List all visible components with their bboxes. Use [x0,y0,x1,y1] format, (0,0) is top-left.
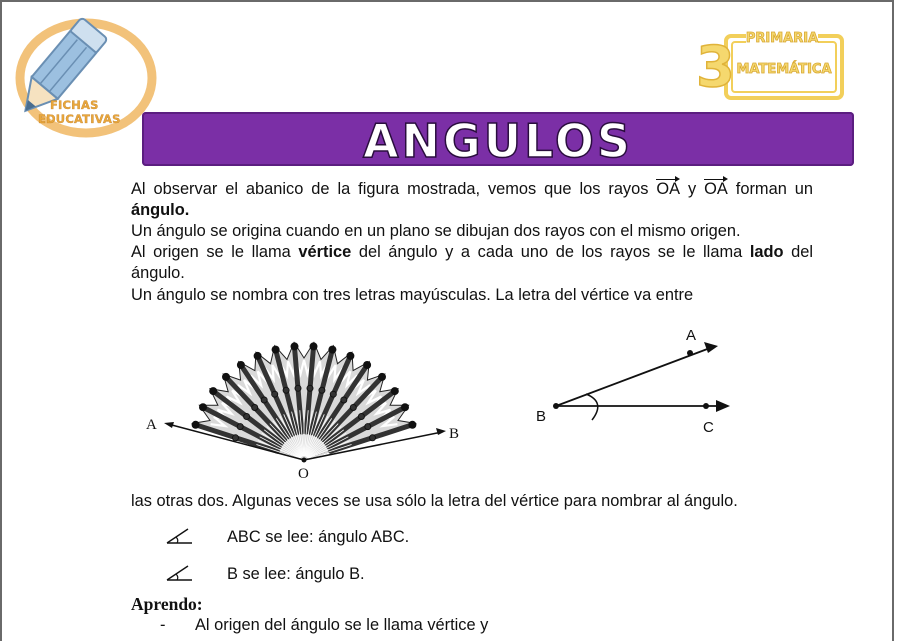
continuation-paragraph: las otras dos. Algunas veces se usa sólo la letra del vértice para nombrar al ángulo. [131,492,738,510]
ray-oa-notation: OA [656,180,681,198]
side-term: lado [749,243,784,261]
primaria-matematica-badge [694,22,854,104]
learn-heading: Aprendo: [131,594,203,614]
learn-bullet-text: Al origen del ángulo se le llama vértice y [195,616,489,634]
intro-text: Al observar el abanico de la figura mostrada, vemos que los rayos [131,180,657,198]
logo-line-fichas: FICHAS [50,98,99,112]
learn-bullet-1 [160,616,488,635]
intro-paragraph-4: Un ángulo se nombra con tres letras mayúsculas. La letra del vértice va entre [131,286,694,304]
grade-number: 3 [696,35,735,100]
angle-icon [164,563,194,585]
angle-label-a: A [686,327,697,344]
vertex-sentence-mid: del ángulo y a cada uno de los rayos se le llama [351,243,750,261]
title-banner [142,112,854,166]
fan-label-b: B [449,426,460,442]
example-text-abc: ABC se lee: ángulo ABC. [227,528,410,546]
angle-icon [164,526,194,548]
angle-label-b: B [536,408,547,425]
example-text-b: B se lee: ángulo B. [227,565,365,583]
bullet-dash: - [160,616,166,634]
angle-term: ángulo. [131,200,190,219]
intro-paragraph-2: Un ángulo se origina cuando en un plano se dibujan dos rayos con el mismo origen. [131,222,741,240]
page-title: ANGULOS [362,114,634,168]
logo-line-educativas: EDUCATIVAS [38,112,121,126]
conjunction-text: y [680,180,705,198]
ray-oa-notation-2: OA [704,180,728,198]
fan-figure [140,318,470,486]
primaria-label: PRIMARIA [745,31,819,46]
angle-label-c: C [703,419,714,436]
angle-abc-figure [528,322,738,442]
intro-text-2: forman un [727,180,813,198]
intro-paragraph-1 [131,179,813,220]
vertex-sentence-end: del ángulo. [131,243,813,282]
vertex-term: vértice [298,243,352,261]
vertex-sentence-start: Al origen se le llama [131,243,299,261]
matematica-label: MATEMÁTICA [736,62,832,77]
fan-label-o: O [298,466,309,482]
intro-paragraph-3 [131,242,813,283]
fan-label-a: A [146,417,157,433]
